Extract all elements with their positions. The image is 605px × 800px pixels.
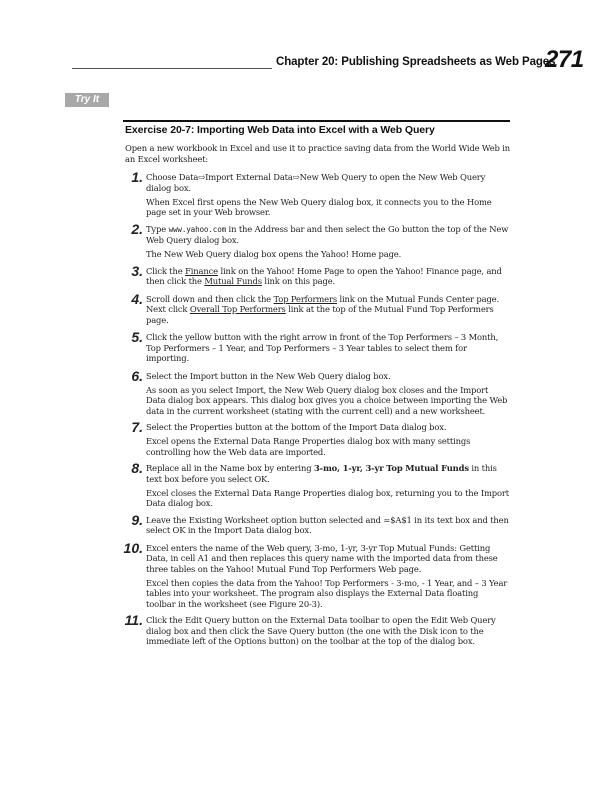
instruction-text: link on this page. xyxy=(261,276,336,287)
instruction-text: Choose Data⇨Import External Data⇨New Web Query to open the New Web Query dialog box. xyxy=(146,172,486,193)
step-item xyxy=(125,460,510,511)
exercise-title: Exercise 20-7: Importing Web Data into Excel with a Web Query xyxy=(125,124,435,136)
instruction-text: link on the Yahoo! Home Page to open the Yahoo! Finance page, and then click the xyxy=(146,265,502,287)
link-text: Top Performers xyxy=(273,293,337,304)
step-number: 11. xyxy=(124,612,143,629)
instruction-text: link on the Mutual Funds Center page. Next click xyxy=(146,293,499,315)
step-item xyxy=(125,511,510,540)
instruction-text: in the Address bar and then select the Go button the top of the New Web Query dialog box. xyxy=(146,223,509,246)
link-text: Mutual Funds xyxy=(204,276,262,287)
step-number: 10. xyxy=(123,539,143,556)
instruction-text: link at the top of the Mutual Fund Top Performers page. xyxy=(146,304,494,325)
instruction-text: Scroll down and then click the xyxy=(146,293,274,304)
header-rule xyxy=(72,68,272,69)
step-number: 5. xyxy=(131,329,143,346)
step-item xyxy=(125,329,510,367)
step-instruction xyxy=(146,266,510,287)
step-instruction xyxy=(146,172,510,193)
step-number: 9. xyxy=(131,511,143,528)
step-number: 7. xyxy=(131,419,143,436)
step-item xyxy=(124,612,510,650)
step-description: When Excel first opens the New Web Query dialog box, it connects you to the Home page set in your Web browser. xyxy=(146,196,492,218)
step-number: 8. xyxy=(131,460,143,477)
exercise-content xyxy=(125,124,510,654)
instruction-text: Select the Import button in the New Web Query dialog box. xyxy=(146,370,391,381)
link-text: Finance xyxy=(185,265,218,276)
step-instruction xyxy=(146,615,510,647)
link-text: Overall Top Performers xyxy=(189,304,286,315)
step-description: Excel closes the External Data Range Properties dialog box, returning you to the Import Data dialog box. xyxy=(146,487,509,509)
instruction-text: in this text box before you select OK. xyxy=(146,463,497,484)
step-number: 1. xyxy=(131,169,143,186)
step-item xyxy=(125,220,510,263)
steps-list xyxy=(123,169,510,650)
step-instruction xyxy=(146,463,510,484)
instruction-text: Click the yellow button with the right arrow in front of the Top Performers – 3 Month, Top Performers – 1 Year, and Top Performers – 3 Year tables to select them for importing. xyxy=(146,332,499,364)
step-item xyxy=(123,539,510,613)
step-description: Excel then copies the data from the Yahoo! Top Performers - 3-mo, - 1 Year, and – 3 Year tables into your worksheet. The program also displays the External Data floating toolbar in the worksheet (see Figure 20-3). xyxy=(146,577,508,609)
url-text: www.yahoo.com xyxy=(168,224,227,234)
step-instruction xyxy=(146,515,510,536)
try-it-tag: Try It xyxy=(65,93,109,107)
step-instruction xyxy=(146,294,510,326)
step-instruction xyxy=(146,332,510,364)
step-number: 3. xyxy=(131,262,143,279)
step-instruction xyxy=(146,543,510,575)
instruction-text: Click the Edit Query button on the External Data toolbar to open the Edit Web Query dialog box and then click the Save Query button (the one with the Disk icon to the immediate left of the Options button) on the toolbar at the top of the dialog box. xyxy=(146,615,496,647)
step-number: 2. xyxy=(131,220,143,237)
instruction-text: Type xyxy=(146,223,169,234)
step-item xyxy=(125,367,510,419)
step-description: As soon as you select Import, the New Web Query dialog box closes and the Import Data dialog box appears. This dialog box gives you a choice between importing the Web data in the current worksheet (stating with the current cell) and a new worksheet. xyxy=(146,384,508,416)
step-description: The New Web Query dialog box opens the Yahoo! Home page. xyxy=(146,249,402,260)
instruction-text: Replace all in the Name box by entering xyxy=(146,463,314,474)
instruction-text: Click the xyxy=(146,265,186,276)
step-item xyxy=(125,169,510,220)
step-instruction xyxy=(146,422,510,433)
page-number: 271 xyxy=(545,46,584,73)
step-description: Excel opens the External Data Range Properties dialog box with many settings controlling how the Web data are imported. xyxy=(146,436,471,457)
instruction-text: Leave the Existing Worksheet option button selected and =$A$1 in its text box and then select OK in the Import Data dialog box. xyxy=(146,514,509,536)
instruction-text: Select the Properties button at the bottom of the Import Data dialog box. xyxy=(146,422,447,433)
step-number: 4. xyxy=(131,290,143,307)
step-item xyxy=(125,290,510,329)
step-instruction xyxy=(146,371,510,382)
chapter-title: Chapter 20: Publishing Spreadsheets as Web Pages xyxy=(276,56,556,68)
step-item xyxy=(125,262,510,291)
exercise-rule xyxy=(123,120,510,122)
step-item xyxy=(125,419,510,460)
step-number: 6. xyxy=(131,367,143,384)
step-instruction xyxy=(146,224,510,246)
instruction-text: Excel enters the name of the Web query, 3-mo, 1-yr, 3-yr Top Mutual Funds: Getting Data, in cell A1 and then replaces this query name with the imported data from these three tables on the Yahoo! Mutual Fund Top Performers Web page. xyxy=(146,542,498,574)
instruction-text: 3-mo, 1-yr, 3-yr Top Mutual Funds xyxy=(313,463,469,474)
exercise-intro: Open a new workbook in Excel and use it to practice saving data from the World Wide Web in an Excel worksheet: xyxy=(125,143,511,164)
